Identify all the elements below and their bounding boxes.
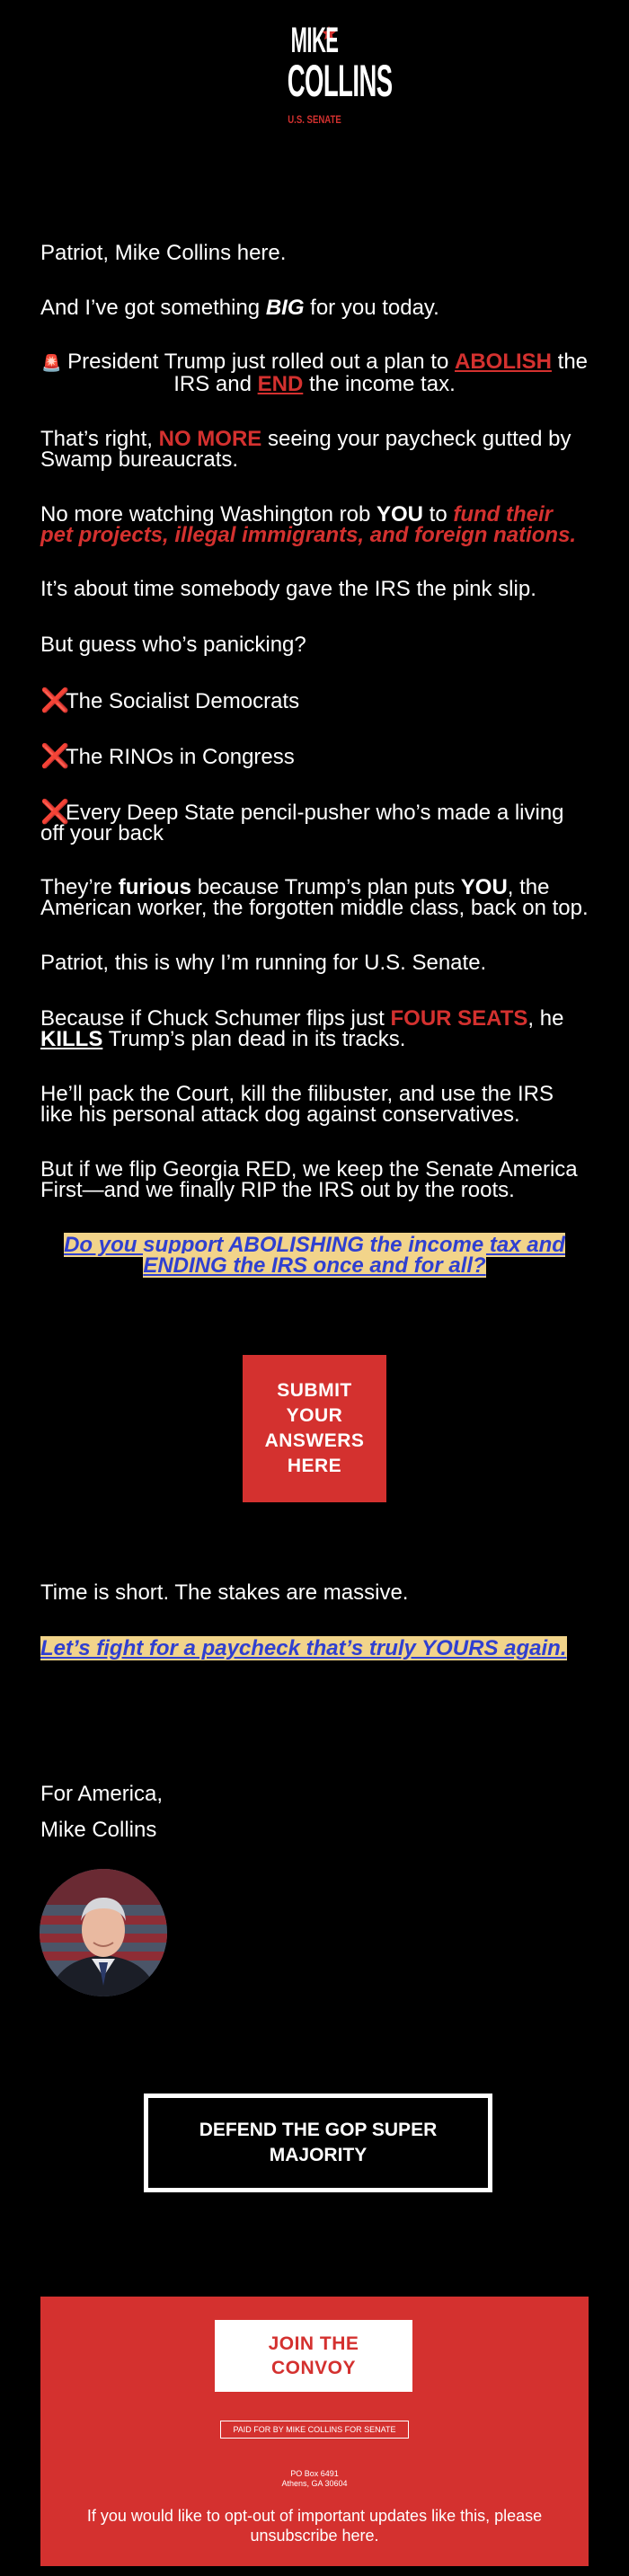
submit-answers-button[interactable]: SUBMIT YOUR ANSWERS HERE: [243, 1355, 386, 1502]
defend-gop-button[interactable]: DEFEND THE GOP SUPER MAJORITY: [144, 2094, 492, 2192]
x-mark-icon: ❌: [40, 742, 70, 769]
time-short-paragraph: Time is short. The stakes are massive.: [40, 1580, 409, 1605]
georgia-paragraph: But if we flip Georgia RED, we keep the Senate America First—and we finally RIP the IRS out by the roots.: [40, 1157, 578, 1202]
court-paragraph: He’ll pack the Court, kill the filibuster, and use the IRS like his personal attack dog against conservatives.: [40, 1082, 554, 1127]
logo-subtitle: U.S. SENATE: [288, 113, 341, 126]
furious-paragraph: They’re furious because Trump’s plan puts YOU, the American worker, the forgotten middle class, back on top.: [40, 875, 589, 920]
paycheck-link[interactable]: Let’s fight for a paycheck that’s truly YOURS again.: [40, 1636, 567, 1660]
washington-paragraph: No more watching Washington rob YOU to fund their pet projects, illegal immigrants, and foreign nations.: [40, 502, 577, 547]
x-mark-icon: ❌: [40, 686, 70, 713]
logo-first-name: MIKE: [290, 21, 339, 60]
x-mark-icon: ❌: [40, 798, 70, 825]
list-item: ❌Every Deep State pencil-pusher who’s made a living off your back: [40, 798, 564, 845]
pink-slip-paragraph: It’s about time somebody gave the IRS the pink slip.: [40, 577, 536, 601]
panicking-paragraph: But guess who’s panicking?: [40, 633, 306, 657]
footer: [40, 2297, 589, 2566]
question-link-paragraph: [40, 1235, 589, 1276]
schumer-paragraph: Because if Chuck Schumer flips just FOUR SEATS, he KILLS Trump’s plan dead in its tracks.: [40, 1006, 564, 1051]
signoff-line: For America,: [40, 1782, 164, 1806]
paycheck-link-paragraph: [40, 1638, 589, 1659]
no-more-paragraph: That’s right, NO MORE seeing your paycheck gutted by Swamp bureaucrats.: [40, 427, 571, 472]
paid-for-disclaimer: PAID FOR BY MIKE COLLINS FOR SENATE: [220, 2421, 409, 2439]
siren-icon: 🚨: [40, 354, 62, 372]
signature-name: Mike Collins: [40, 1818, 157, 1842]
trump-plan-paragraph: 🚨 President Trump just rolled out a plan to ABOLISH the IRS and END the income tax.: [40, 350, 589, 396]
big-news-paragraph: And I’ve got something BIG for you today.: [40, 296, 439, 320]
mike-collins-logo[interactable]: [265, 9, 393, 126]
greeting-paragraph: Patriot, Mike Collins here.: [40, 241, 287, 265]
question-link[interactable]: Do you support ABOLISHING the income tax and ENDING the IRS once and for all?: [64, 1233, 565, 1278]
list-item: ❌The Socialist Democrats: [40, 686, 300, 713]
mike-collins-photo: [40, 1869, 167, 1996]
avatar: [40, 1869, 167, 1996]
unsubscribe-link[interactable]: If you would like to opt-out of important updates like this, please unsubscribe here.: [86, 2507, 543, 2545]
list-item: ❌The RINOs in Congress: [40, 742, 295, 769]
logo-last-name: COLLINS: [287, 56, 393, 106]
join-convoy-button[interactable]: JOIN THE CONVOY: [215, 2320, 412, 2392]
mailing-address: PO Box 6491 Athens, GA 30604: [281, 2469, 348, 2488]
running-paragraph: Patriot, this is why I’m running for U.S. Senate.: [40, 951, 487, 975]
